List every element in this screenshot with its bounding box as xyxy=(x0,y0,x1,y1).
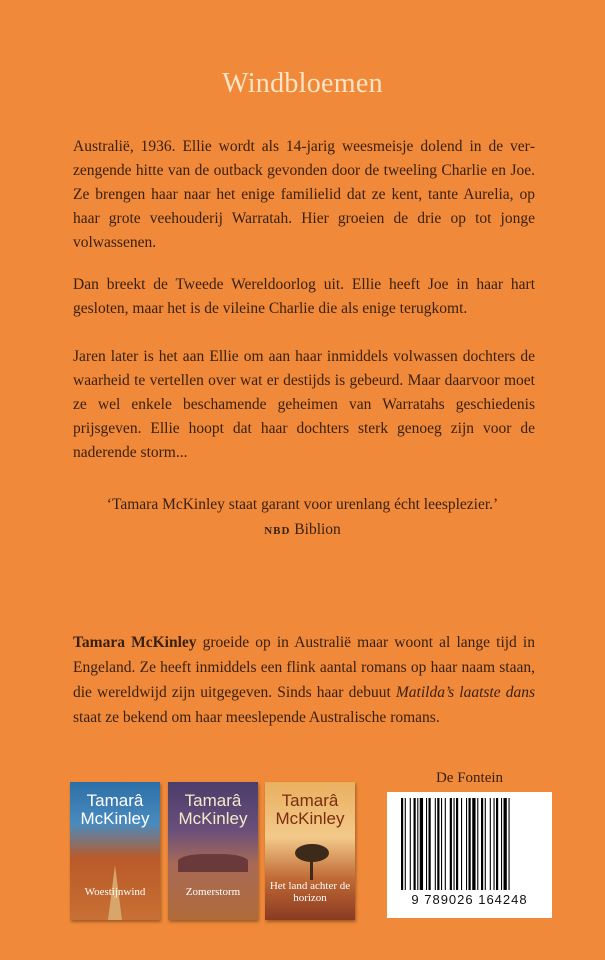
author-bio xyxy=(73,630,535,730)
book-title-label: Woestijnwind xyxy=(84,886,146,898)
barcode xyxy=(387,792,552,918)
book-title-label: Zomerstorm xyxy=(185,886,241,898)
book-cover-het-land-achter-de-horizon xyxy=(265,782,355,920)
tree-trunk-illustration xyxy=(310,858,313,880)
author-bio-part-1: groeide op in Australië maar woont al lange tijd in Engeland. Ze heeft inmiddels een flink aantal romans op haar naam staan, die wereldwijd zijn uitgegeven. Sinds haar debuut xyxy=(73,634,535,701)
author-bio-part-2: staat ze bekend om haar meeslepende Australische romans. xyxy=(73,709,440,726)
blurb-paragraph-2: Dan breekt de Tweede Wereldoorlog uit. Ellie heeft Joe in haar hart gesloten, maar het is de vileine Charlie die als enige terugkomt. xyxy=(73,276,535,317)
quote-source-name: Biblion xyxy=(294,521,341,538)
publisher-name: De Fontein xyxy=(435,770,504,786)
quote-source xyxy=(0,517,605,544)
book-title: Windbloemen xyxy=(222,68,383,99)
book-cover-woestijnwind xyxy=(70,782,160,920)
book-author-first: Tamarâ xyxy=(184,791,242,810)
book-author-last: McKinley xyxy=(178,809,248,828)
book-title-label: Het land achter de horizon xyxy=(269,880,351,904)
isbn-number: 9 789026 164248 xyxy=(411,892,528,907)
blurb-paragraph-1: Australië, 1936. Ellie wordt als 14-jarig weesmeisje dolend in de verzengende hitte van de outback gevonden door de tweeling Charlie en Joe. Ze brengen haar naar het enige familielid dat ze kent, tante Aurelia, op haar grote veehouderij Warratah. Hier groeien de drie op tot jonge volwassenen. xyxy=(73,138,535,251)
blurb-paragraph-3: Jaren later is het aan Ellie om aan haar inmiddels volwassen dochters de waarheid te vertellen over wat er destijds is gebeurd. Maar daarvoor moet ze wel enkele beschamende geheimen van Warratahs geschiedenis prijsgeven. Ellie hoopt dat haar dochters sterk genoeg zijn voor de naderende storm... xyxy=(73,348,535,461)
quote-text: ‘Tamara McKinley staat garant voor urenlang écht leesplezier.’ xyxy=(106,496,499,513)
review-quote xyxy=(0,492,605,544)
landscape-illustration xyxy=(178,854,248,872)
author-name: Tamara McKinley xyxy=(73,634,197,651)
quote-source-prefix: NBD xyxy=(264,525,291,537)
book-author-first: Tamarâ xyxy=(86,791,144,810)
book-author-last: McKinley xyxy=(275,809,345,828)
book-author-last: McKinley xyxy=(80,809,150,828)
book-cover-zomerstorm xyxy=(168,782,258,920)
book-author-first: Tamarâ xyxy=(281,791,339,810)
debut-title: Matilda’s laatste dans xyxy=(395,684,536,701)
barcode-bars xyxy=(401,798,539,890)
